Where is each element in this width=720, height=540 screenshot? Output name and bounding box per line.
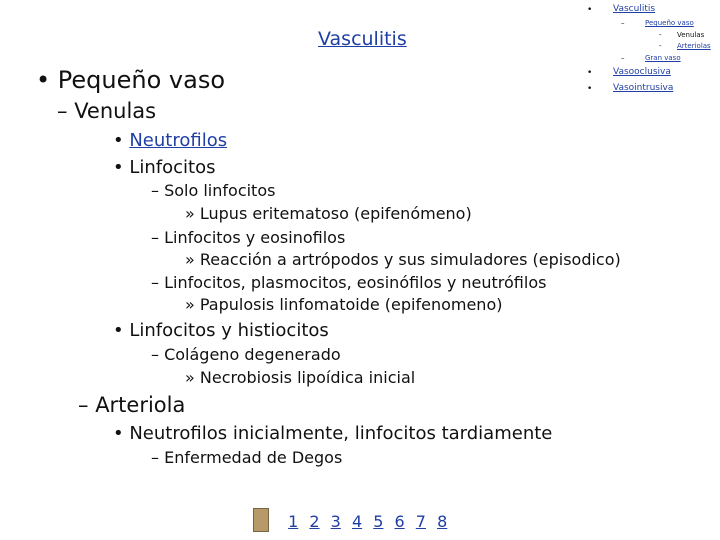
chevron: »	[185, 368, 200, 387]
outline-vasculitis-link[interactable]: Vasculitis	[613, 4, 656, 14]
outline-arteriolas-link[interactable]: Arteriolas	[677, 42, 711, 50]
bullet-l4	[151, 273, 546, 292]
chevron: »	[185, 204, 200, 223]
colageno-item: Colágeno degenerado	[164, 345, 341, 364]
outline-dash: -	[659, 42, 662, 50]
page-link-1[interactable]: 1	[288, 512, 299, 531]
dash: –	[78, 393, 96, 417]
outline-gran-link[interactable]: Gran vaso	[645, 54, 681, 62]
necrobiosis-item: Necrobiosis lipoídica inicial	[199, 368, 416, 387]
bullet-l2	[57, 99, 156, 123]
outline-vasooclusiva-link[interactable]: Vasooclusiva	[613, 67, 671, 77]
linf-eos-item: Linfocitos y eosinofilos	[164, 228, 346, 247]
outline-dash: -	[659, 31, 662, 39]
chevron: »	[185, 295, 200, 314]
linf-hist-item: Linfocitos y histiocitos	[129, 320, 329, 341]
page-link-4[interactable]: 4	[351, 512, 363, 531]
page-link-8[interactable]: 8	[437, 512, 448, 531]
page-link-7[interactable]: 7	[415, 512, 426, 531]
slide-thumbnail-icon[interactable]	[253, 508, 269, 532]
bullet-dot: •	[113, 130, 130, 151]
dash: –	[151, 273, 165, 292]
bullet-dot: •	[113, 423, 130, 444]
outline-bullet: •	[587, 84, 593, 94]
outline-dash: –	[621, 54, 625, 62]
bullet-l4	[151, 448, 342, 467]
bullet-l2	[78, 393, 185, 417]
page-link-2[interactable]: 2	[309, 512, 320, 531]
outline-bullet: •	[587, 68, 593, 78]
bullet-dot: •	[113, 320, 130, 341]
bullet-dot: •	[113, 157, 130, 178]
bullet-l5	[185, 204, 472, 223]
linfocitos-item: Linfocitos	[129, 157, 216, 178]
pequeno-vaso-heading: Pequeño vaso	[57, 66, 226, 94]
bullet-dot: •	[36, 66, 58, 94]
bullet-l3	[113, 157, 215, 178]
chevron: »	[185, 250, 200, 269]
bullet-l5	[185, 295, 502, 314]
outline-bullet: •	[587, 5, 593, 15]
bullet-l5	[185, 250, 621, 269]
neutrofilos-link[interactable]: Neutrofilos	[129, 130, 228, 151]
reaccion-item: Reacción a artrópodos y sus simuladores (episodico)	[199, 250, 621, 269]
bullet-l5	[185, 368, 415, 387]
outline-venulas[interactable]: Venulas	[677, 31, 705, 39]
neut-ini-item: Neutrofilos inicialmente, linfocitos tardiamente	[129, 423, 553, 444]
outline-vasointrusiva-link[interactable]: Vasointrusiva	[613, 83, 674, 93]
lupus-item: Lupus eritematoso (epifenómeno)	[199, 204, 472, 223]
bullet-l4	[151, 228, 345, 247]
bullet-l3	[113, 423, 552, 444]
dash: –	[151, 181, 165, 200]
page-link-6[interactable]: 6	[394, 512, 405, 531]
outline-dash: –	[621, 19, 625, 27]
dash: –	[57, 99, 75, 123]
dash: –	[151, 228, 165, 247]
bullet-l3	[113, 130, 227, 151]
linf-plas-item: Linfocitos, plasmocitos, eosinófilos y neutrófilos	[164, 273, 547, 292]
dash: –	[151, 448, 165, 467]
bullet-l4	[151, 181, 275, 200]
page-link-3[interactable]: 3	[330, 512, 341, 531]
papulosis-item: Papulosis linfomatoide (epifenomeno)	[199, 295, 503, 314]
degos-item: Enfermedad de Degos	[164, 448, 343, 467]
page-link-5[interactable]: 5	[373, 512, 384, 531]
bullet-l1	[36, 66, 225, 94]
bullet-l4	[151, 345, 341, 364]
outline-pequeno-link[interactable]: Pequeño vaso	[645, 19, 694, 27]
venulas-heading: Venulas	[74, 99, 157, 123]
slide-title[interactable]: Vasculitis	[318, 28, 407, 50]
dash: –	[151, 345, 165, 364]
pager	[253, 508, 453, 532]
solo-linfocitos-item: Solo linfocitos	[164, 181, 276, 200]
bullet-l3	[113, 320, 329, 341]
arteriola-heading: Arteriola	[95, 393, 186, 417]
